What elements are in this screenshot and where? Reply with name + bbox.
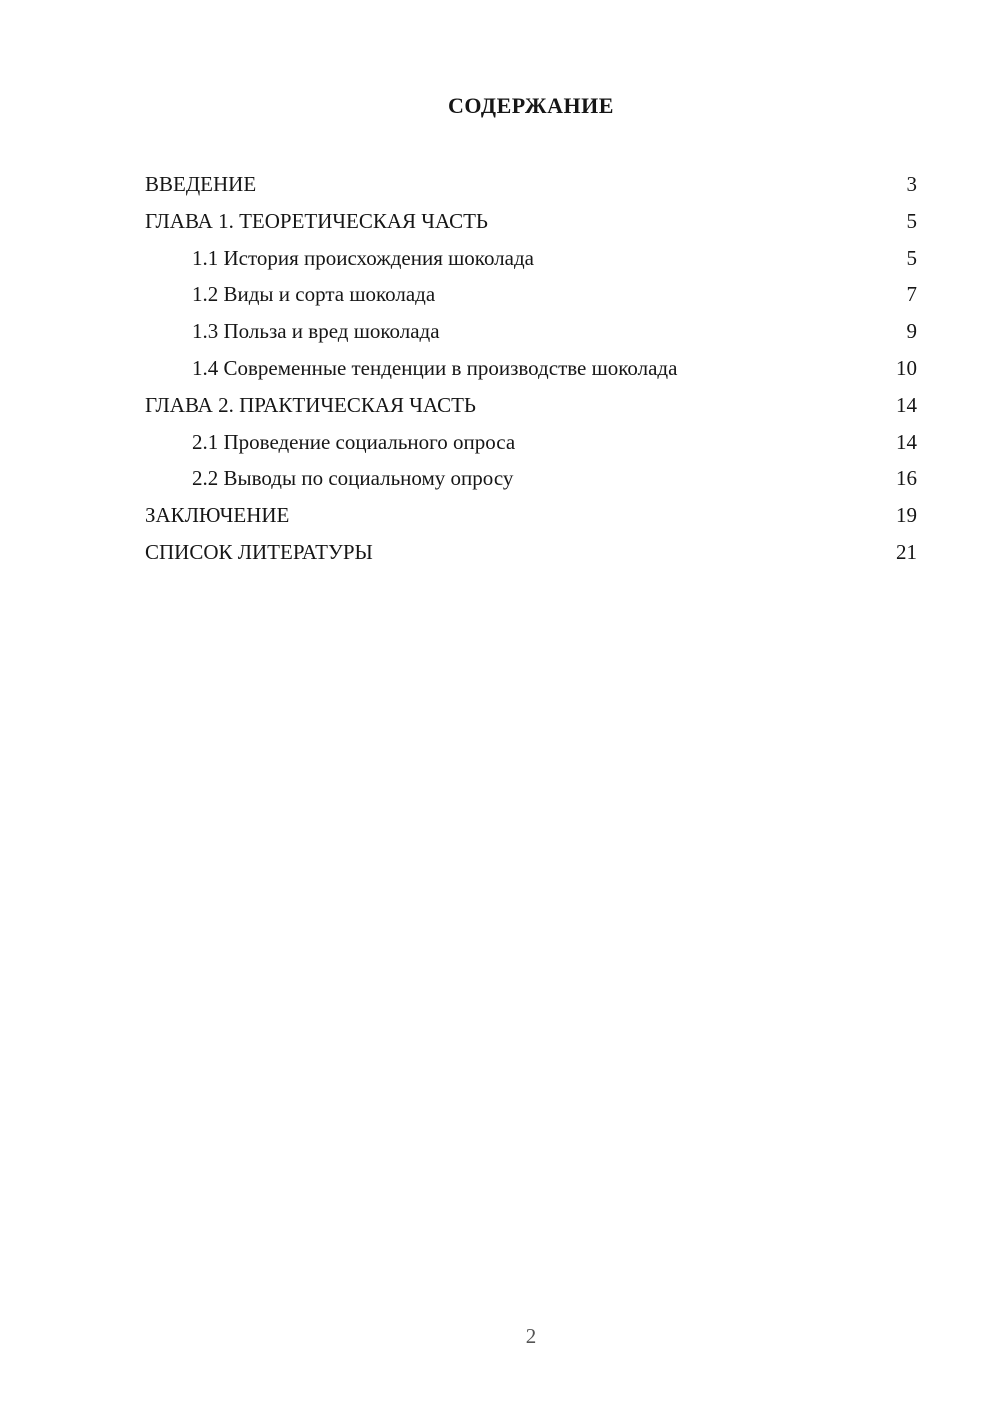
toc-entry-page: 14 <box>896 392 917 417</box>
toc-entry-section-2-2 <box>145 460 917 497</box>
toc-entry-page: 14 <box>896 429 917 454</box>
toc-entry-page: 9 <box>906 319 917 344</box>
toc-entry-introduction <box>145 166 917 203</box>
toc-entry-page: 16 <box>896 466 917 491</box>
toc-entry-page: 10 <box>896 355 917 380</box>
toc-entry-conclusion <box>145 497 917 534</box>
toc-entry-label: СПИСОК ЛИТЕРАТУРЫ <box>145 539 373 564</box>
toc-entry-bibliography <box>145 534 917 571</box>
toc-entry-label: ВВЕДЕНИЕ <box>145 172 257 196</box>
toc-entry-chapter-2 <box>145 387 917 424</box>
toc-entry-label: 1.2 Виды и сорта шоколада <box>192 282 436 307</box>
toc-entry-section-2-1 <box>145 424 917 461</box>
toc-entry-section-1-4 <box>145 350 917 387</box>
footer-page-number: 2 <box>525 1324 537 1348</box>
toc-entry-section-1-2 <box>145 276 917 313</box>
toc-entry-chapter-1 <box>145 203 917 240</box>
toc-entry-page: 3 <box>906 172 917 196</box>
toc-entry-page: 21 <box>896 539 917 564</box>
toc-entry-label: ЗАКЛЮЧЕНИЕ <box>145 503 290 528</box>
toc-entry-label: 1.1 История происхождения шоколада <box>192 245 534 270</box>
toc-entry-label: ГЛАВА 1. ТЕОРЕТИЧЕСКАЯ ЧАСТЬ <box>145 208 488 233</box>
page-title: СОДЕРЖАНИЕ <box>448 93 614 118</box>
toc-entry-label: ГЛАВА 2. ПРАКТИЧЕСКАЯ ЧАСТЬ <box>145 392 476 417</box>
toc-entry-section-1-3 <box>145 313 917 350</box>
toc-entry-section-1-1 <box>145 240 917 277</box>
toc-entry-page: 7 <box>906 282 917 307</box>
toc-entry-page: 5 <box>906 208 917 233</box>
toc-entry-page: 19 <box>896 503 917 528</box>
toc-entry-label: 2.2 Выводы по социальному опросу <box>192 466 514 491</box>
toc-entry-label: 1.4 Современные тенденции в производстве шоколада <box>192 355 678 380</box>
toc-entry-label: 2.1 Проведение социального опроса <box>192 429 516 454</box>
table-of-contents <box>145 166 917 571</box>
toc-entry-label: 1.3 Польза и вред шоколада <box>192 319 440 344</box>
toc-entry-page: 5 <box>906 245 917 270</box>
